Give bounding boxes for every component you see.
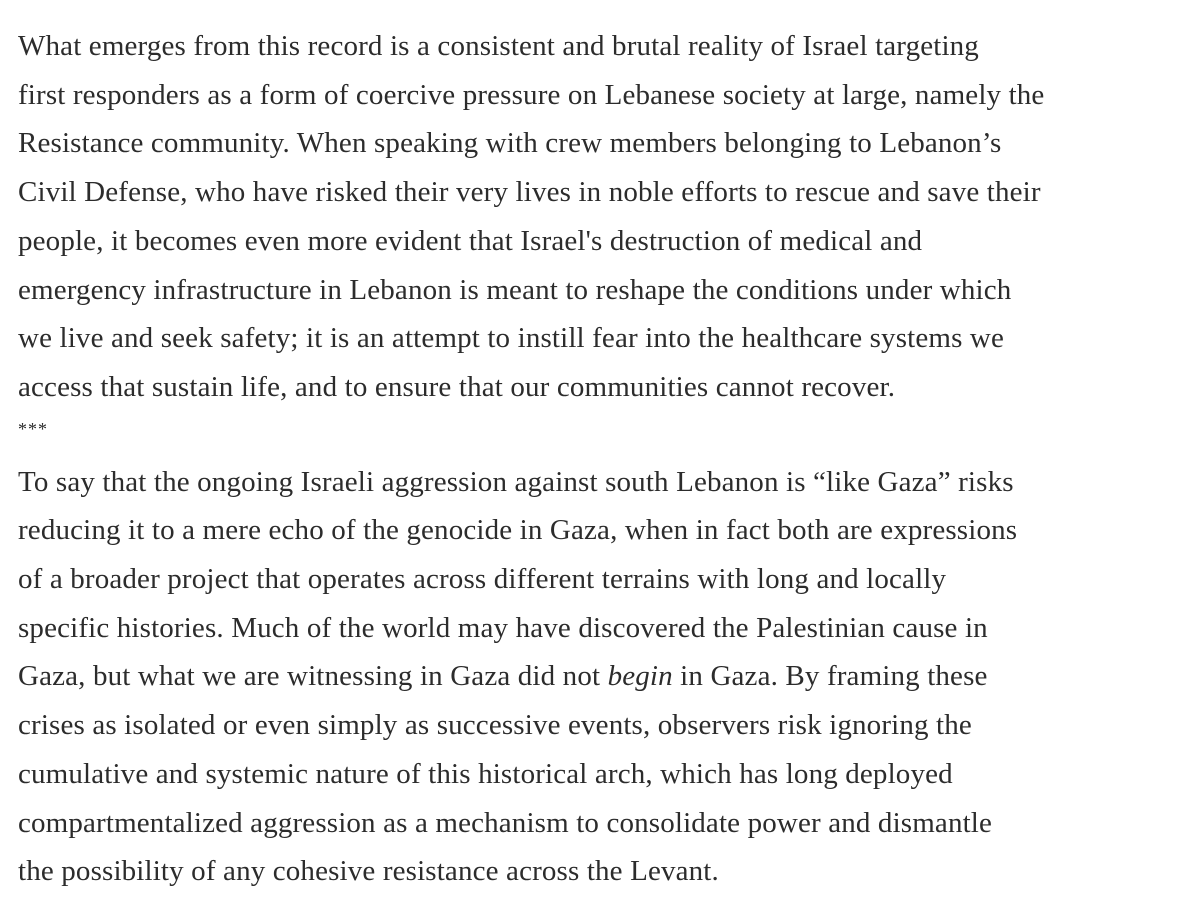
text-line: people, it becomes even more evident that Israel's destruction of medical and <box>18 224 923 257</box>
text-line: we live and seek safety; it is an attempt to instill fear into the healthcare systems we <box>18 322 1005 355</box>
article-body <box>18 22 1193 896</box>
text-line: Resistance community. When speaking with crew members belonging to Lebanon’s <box>18 127 1002 160</box>
text-line: crises as isolated or even simply as successive events, observers risk ignoring the <box>18 709 972 742</box>
paragraph-like-gaza <box>18 458 1193 896</box>
text-line: emergency infrastructure in Lebanon is meant to reshape the conditions under which <box>18 273 1012 306</box>
paragraph-first-responders <box>18 22 1193 412</box>
text-line: To say that the ongoing Israeli aggression against south Lebanon is “like Gaza” risks <box>18 465 1014 498</box>
text-fragment: in Gaza. By framing these <box>672 660 988 693</box>
text-line: of a broader project that operates across different terrains with long and locally <box>18 563 947 596</box>
text-line: cumulative and systemic nature of this historical arch, which has long deployed <box>18 757 953 790</box>
text-line: the possibility of any cohesive resistance across the Levant. <box>18 855 719 888</box>
section-separator: *** <box>18 418 48 439</box>
text-line: What emerges from this record is a consistent and brutal reality of Israel targeting <box>18 30 979 62</box>
text-line: reducing it to a mere echo of the genocide in Gaza, when in fact both are expressions <box>18 514 1018 547</box>
emphasized-word: begin <box>607 660 673 693</box>
text-line: Civil Defense, who have risked their very lives in noble efforts to rescue and save their <box>18 176 1041 209</box>
text-line: access that sustain life, and to ensure that our communities cannot recover. <box>18 370 896 403</box>
text-line: first responders as a form of coercive pressure on Lebanese society at large, namely the <box>18 78 1045 111</box>
text-line: compartmentalized aggression as a mechanism to consolidate power and dismantle <box>18 806 993 839</box>
text-fragment: Gaza, but what we are witnessing in Gaza did not <box>18 660 608 693</box>
text-line: specific histories. Much of the world may have discovered the Palestinian cause in <box>18 611 988 644</box>
text-line-with-emphasis <box>18 652 1193 701</box>
